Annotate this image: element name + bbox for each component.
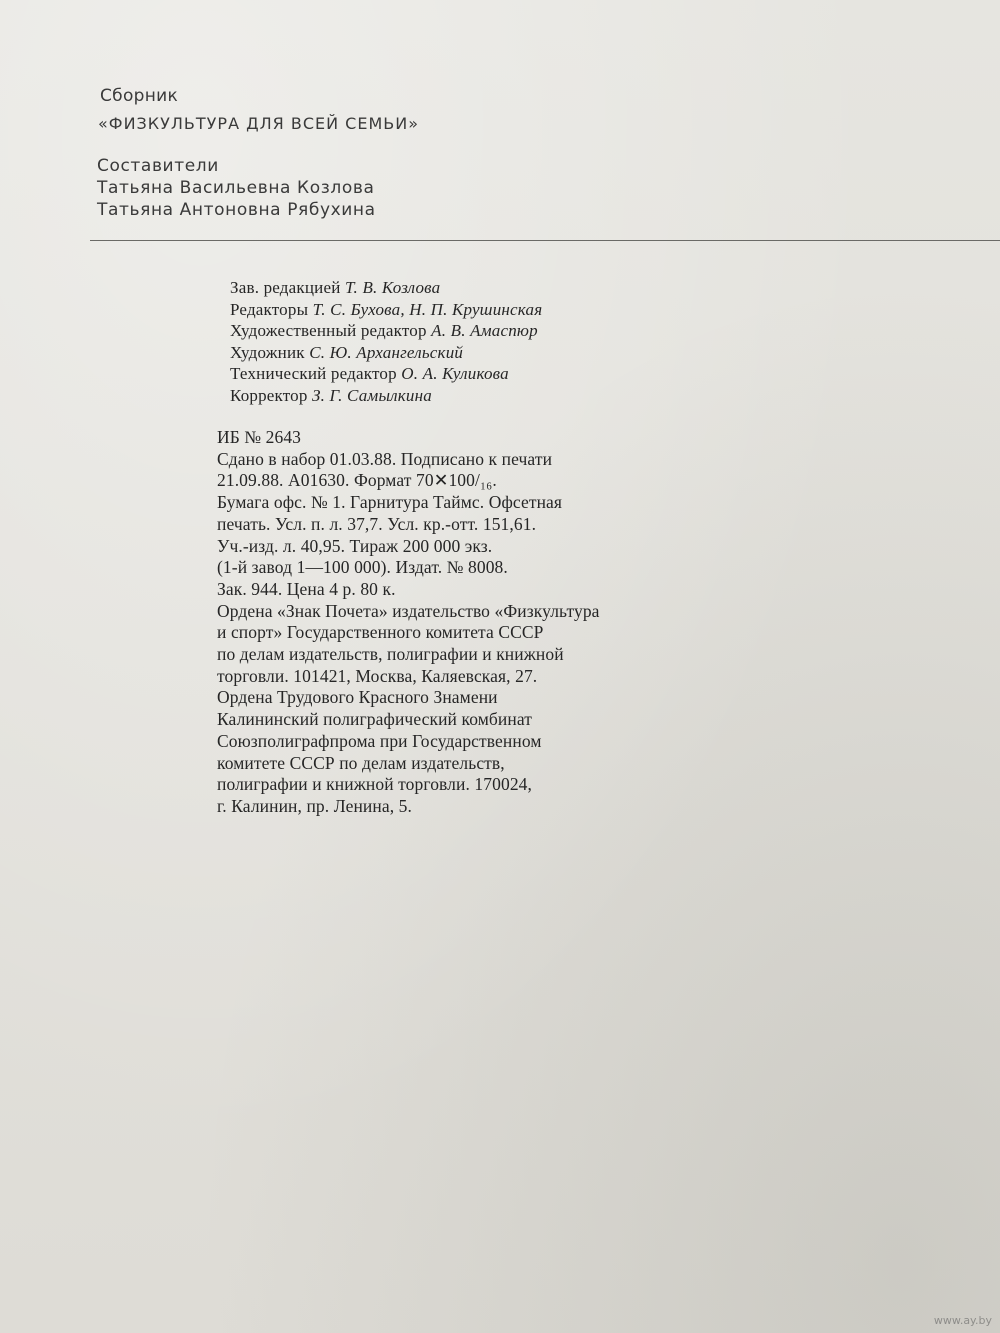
credit-name: С. Ю. Архангельский [309, 342, 464, 362]
credit-name: О. А. Куликова [401, 364, 509, 383]
credit-role: Корректор [230, 385, 308, 405]
imprint-line: Зак. 944. Цена 4 р. 80 к. [217, 578, 396, 599]
credit-name: А. В. Амаспюр [431, 321, 538, 340]
imprint-line: Калининский полиграфический комбинат [217, 709, 532, 730]
site-watermark: www.ay.by [933, 1314, 992, 1327]
imprint-line: Уч.-изд. л. 40,95. Тираж 200 000 экз. [217, 535, 493, 556]
credits-block [230, 277, 542, 406]
credit-row [230, 363, 542, 385]
imprint-line: Ордена Трудового Красного Знамени [217, 687, 498, 708]
imprint-line: и спорт» Государственного комитета СССР [217, 622, 544, 643]
imprint-line: полиграфии и книжной торговли. 170024, [217, 774, 533, 795]
credit-role: Художник [230, 342, 305, 362]
credit-name: Т. В. Козлова [344, 278, 441, 297]
imprint-line: торговли. 101421, Москва, Каляевская, 27. [217, 665, 538, 686]
imprint-line: по делам издательств, полиграфии и книжной [217, 644, 564, 665]
credit-row [230, 277, 542, 299]
credit-row [230, 299, 542, 321]
imprint-block [217, 427, 600, 818]
compilers-block [97, 155, 376, 221]
credit-role: Технический редактор [230, 364, 397, 383]
imprint-line: ИБ № 2643 [217, 427, 302, 447]
credit-role: Редакторы [230, 299, 309, 319]
collection-label: Сборник [100, 86, 179, 106]
compiler-name: Татьяна Васильевна Козлова [97, 178, 375, 198]
imprint-line: (1-й завод 1—100 000). Издат. № 8008. [217, 557, 508, 578]
credit-row [230, 320, 542, 342]
imprint-line: Союзполиграфпрома при Государственном [217, 730, 542, 751]
imprint-line: комитете СССР по делам издательств, [217, 752, 505, 773]
collection-title: «ФИЗКУЛЬТУРА ДЛЯ ВСЕЙ СЕМЬИ» [98, 114, 419, 133]
imprint-line: Бумага офс. № 1. Гарнитура Таймс. Офсетная [217, 492, 563, 513]
compiler-name: Татьяна Антоновна Рябухина [97, 200, 376, 220]
credit-name: Т. С. Бухова, Н. П. Крушинская [312, 299, 543, 319]
imprint-line: Сдано в набор 01.03.88. Подписано к печати [217, 448, 553, 469]
imprint-line: печать. Усл. п. л. 37,7. Усл. кр.-отт. 151,61. [217, 513, 537, 534]
credit-row [230, 385, 542, 407]
credit-row [230, 342, 542, 364]
credit-role: Зав. редакцией [230, 278, 341, 297]
divider-rule [90, 240, 1000, 241]
imprint-line: 21.09.88. А01630. Формат 70✕100/₁₆. [217, 470, 497, 491]
imprint-line: г. Калинин, пр. Ленина, 5. [217, 795, 412, 816]
credit-role: Художественный редактор [230, 321, 427, 340]
compilers-label: Составители [97, 156, 219, 176]
credit-name: З. Г. Самылкина [312, 385, 432, 405]
imprint-line: Ордена «Знак Почета» издательство «Физкультура [217, 600, 600, 621]
